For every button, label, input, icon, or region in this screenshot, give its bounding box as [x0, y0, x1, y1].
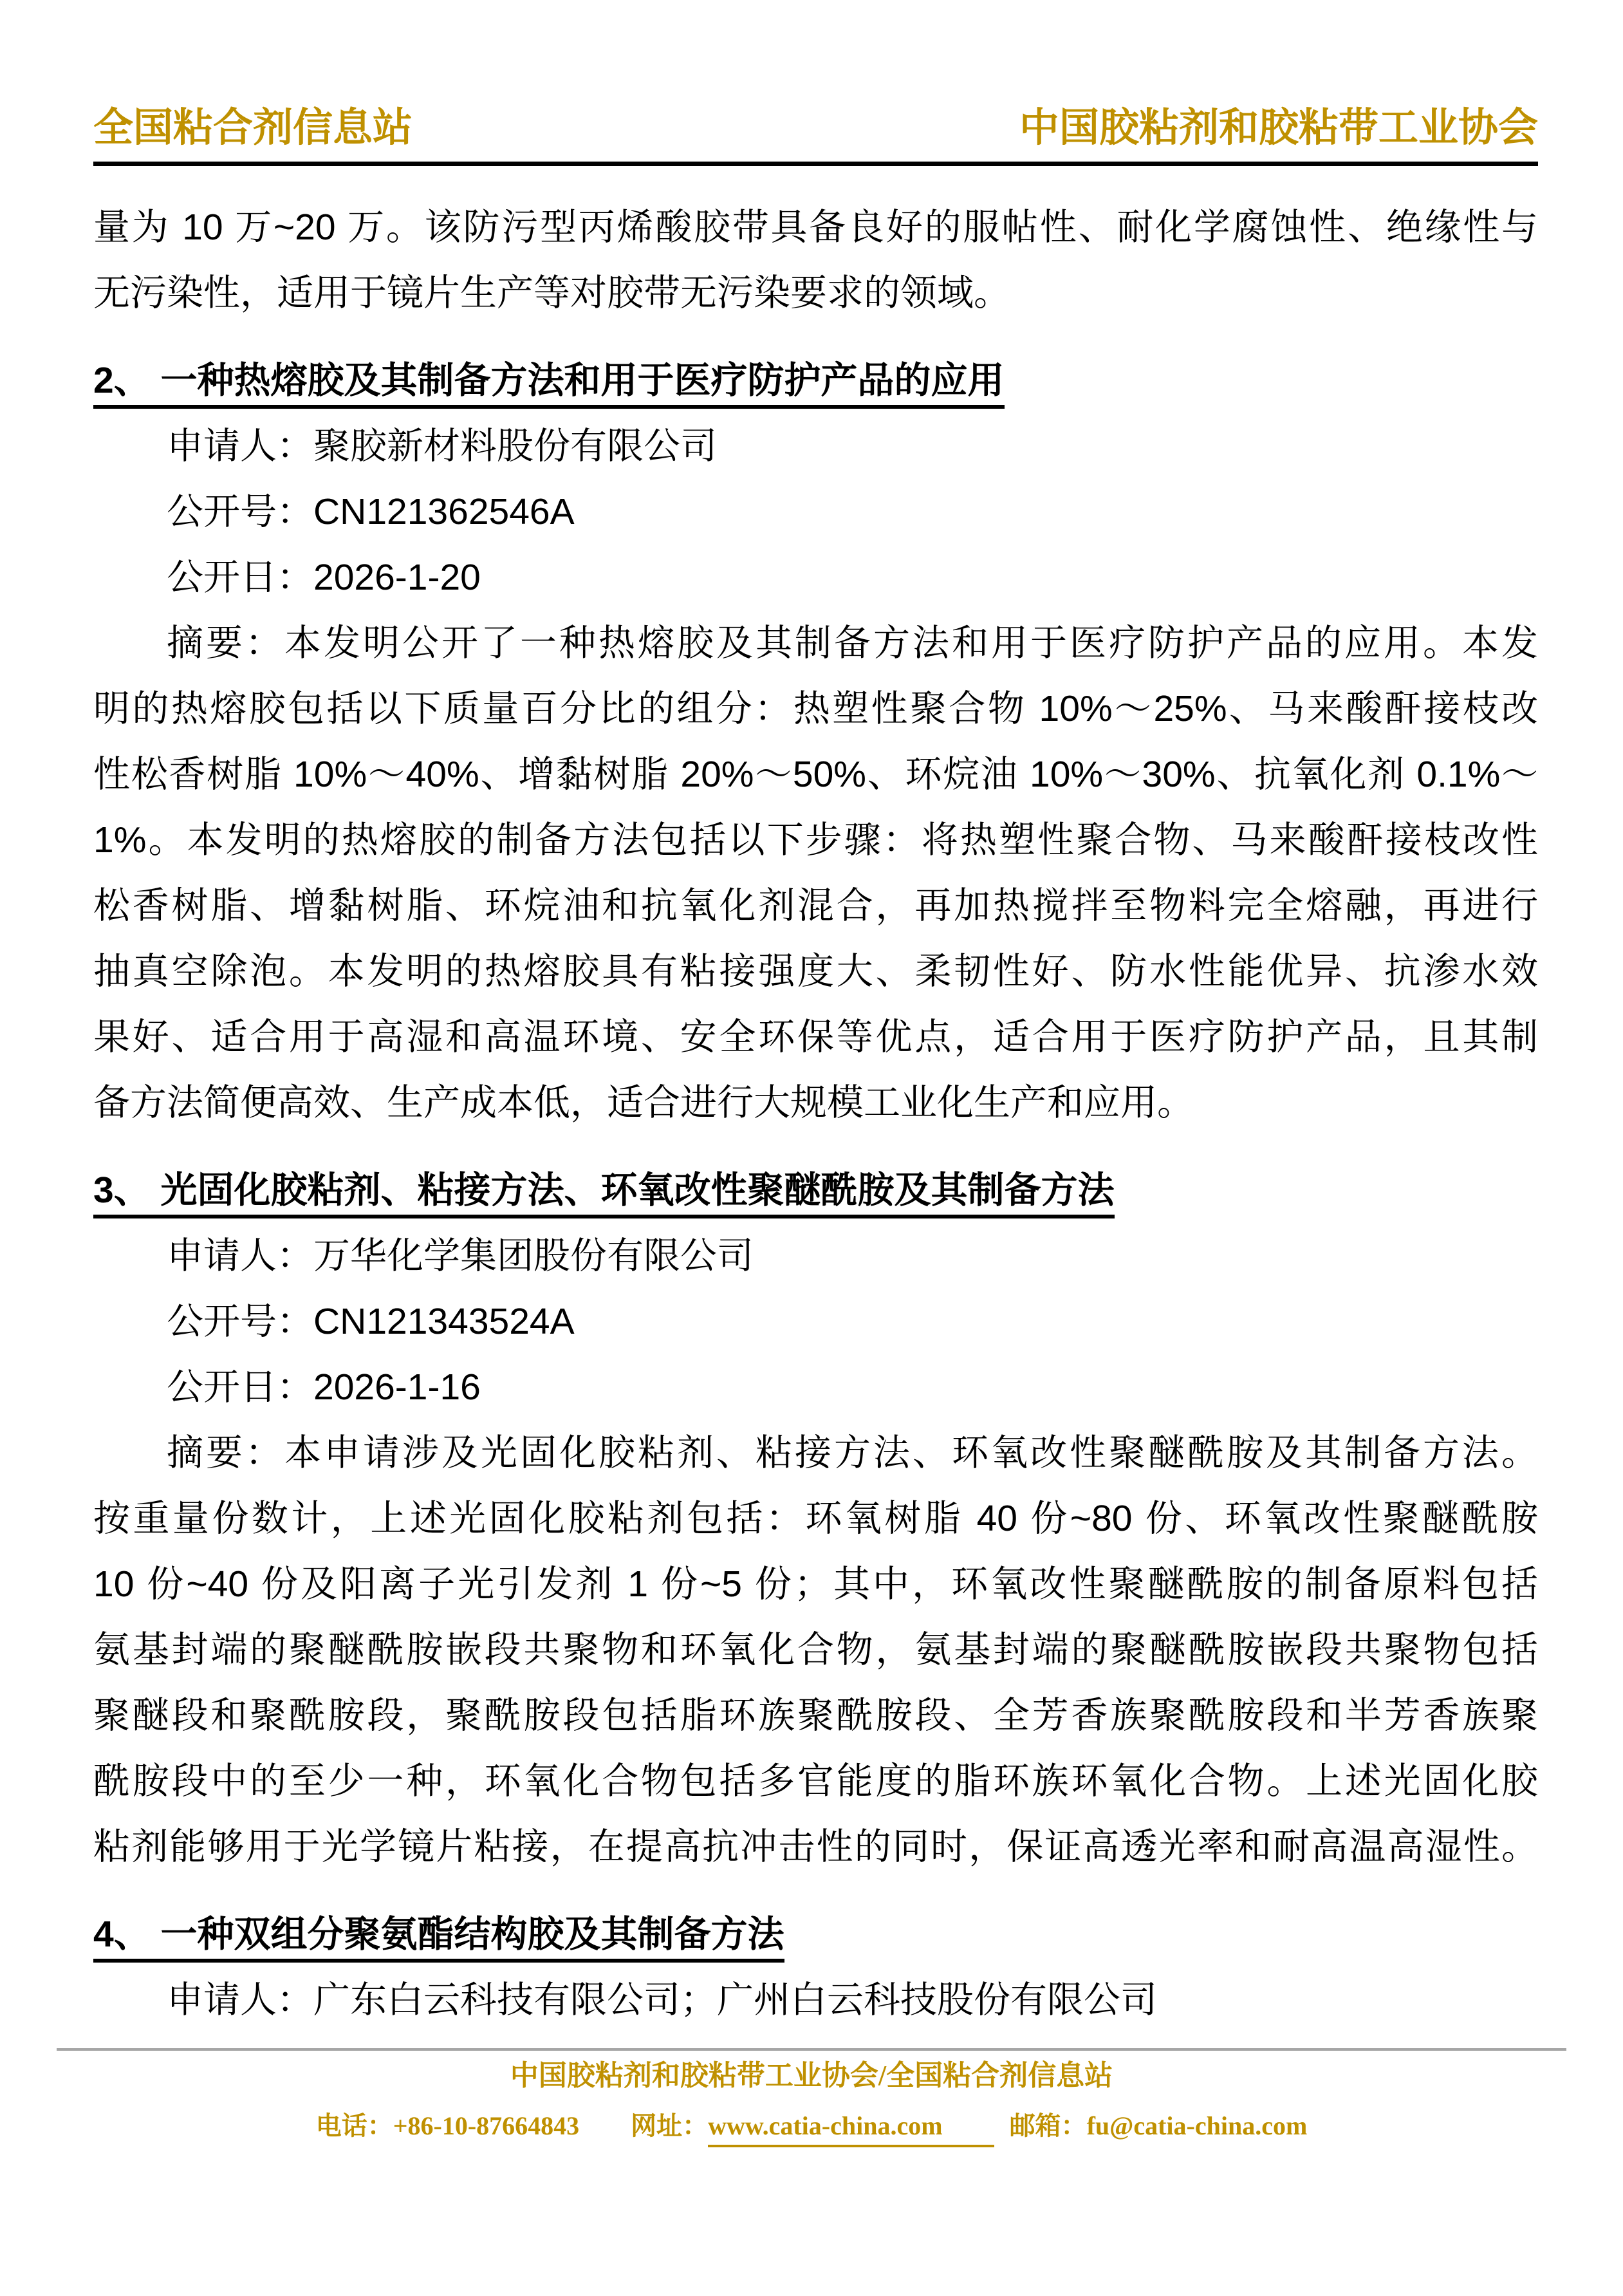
- intro-paragraph-line: 量为 10 万~20 万。该防污型丙烯酸胶带具备良好的服帖性、耐化学腐蚀性、绝缘性与: [93, 207, 1538, 248]
- patent-2-abstract-line: 抽真空除泡。本发明的热熔胶具有粘接强度大、柔韧性好、防水性能优异、抗渗水效: [93, 951, 1538, 992]
- header-right-title: 中国胶粘剂和胶粘带工业协会: [1019, 106, 1538, 150]
- patent-2-abstract-line: 明的热熔胶包括以下质量百分比的组分：热塑性聚合物 10%～25%、马来酸酐接枝改: [93, 688, 1538, 729]
- patent-3-abstract-line: 10 份~40 份及阳离子光引发剂 1 份~5 份；其中，环氧改性聚醚酰胺的制备原料包括: [93, 1563, 1538, 1605]
- footer-divider-rule: [57, 2048, 1566, 2051]
- patent-2-applicant: 申请人：聚胶新材料股份有限公司: [167, 425, 717, 467]
- footer-email-group: [1010, 2110, 1308, 2142]
- footer-phone-value: +86-10-87664843: [393, 2111, 580, 2140]
- patent-2-publication-date: 公开日：2026-1-20: [167, 557, 481, 598]
- patent-4-heading-text: 4、 一种双组分聚氨酯结构胶及其制备方法: [93, 1914, 784, 1963]
- patent-3-abstract-line: 按重量份数计，上述光固化胶粘剂包括：环氧树脂 40 份~80 份、环氧改性聚醚酰胺: [93, 1498, 1538, 1539]
- patent-2-abstract-line: 1%。本发明的热熔胶的制备方法包括以下步骤：将热塑性聚合物、马来酸酐接枝改性: [93, 819, 1538, 861]
- patent-4-heading: [93, 1901, 1538, 1967]
- patent-4-applicant: 申请人：广东白云科技有限公司；广州白云科技股份有限公司: [167, 1979, 1157, 2021]
- footer-phone-group: [316, 2110, 579, 2142]
- patent-2-abstract-line: 松香树脂、增黏树脂、环烷油和抗氧化剂混合，再加热搅拌至物料完全熔融，再进行: [93, 885, 1538, 926]
- patent-3-abstract-line: 氨基封端的聚醚酰胺嵌段共聚物和环氧化合物，氨基封端的聚醚酰胺嵌段共聚物包括: [93, 1629, 1538, 1670]
- footer-organization: 中国胶粘剂和胶粘带工业协会/全国粘合剂信息站: [510, 2060, 1113, 2091]
- patent-2-abstract-line: 性松香树脂 10%～40%、增黏树脂 20%～50%、环烷油 10%～30%、抗氧化剂 0.1%～: [93, 754, 1538, 795]
- patent-2-abstract-line: 果好、适合用于高湿和高温环境、安全环保等优点，适合用于医疗防护产品，且其制: [93, 1016, 1538, 1058]
- patent-2-publication-number: 公开号：CN121362546A: [167, 491, 575, 532]
- footer-website-link[interactable]: www.catia-china.com: [708, 2110, 994, 2147]
- footer-email-label: 邮箱：: [1009, 2111, 1087, 2140]
- patent-3-heading-text: 3、 光固化胶粘剂、粘接方法、环氧改性聚醚酰胺及其制备方法: [93, 1170, 1115, 1218]
- patent-3-publication-date: 公开日：2026-1-16: [167, 1367, 481, 1408]
- patent-3-applicant: 申请人：万华化学集团股份有限公司: [167, 1235, 754, 1276]
- patent-3-abstract-line: 摘要：本申请涉及光固化胶粘剂、粘接方法、环氧改性聚醚酰胺及其制备方法。: [167, 1432, 1538, 1473]
- footer-web-group: [631, 2110, 994, 2147]
- patent-3-abstract-line: 聚醚段和聚酰胺段，聚酰胺段包括脂环族聚酰胺段、全芳香族聚酰胺段和半芳香族聚: [93, 1695, 1538, 1736]
- page-header: [93, 0, 1538, 151]
- footer-web-label: 网址：: [631, 2111, 709, 2140]
- patent-2-abstract-line: 备方法简便高效、生产成本低，适合进行大规模工业化生产和应用。: [93, 1082, 1194, 1123]
- intro-paragraph-line: 无污染性，适用于镜片生产等对胶带无污染要求的领域。: [93, 272, 1010, 313]
- document-body: [93, 194, 1538, 2033]
- header-divider-rule: [93, 162, 1538, 166]
- footer-email-value: fu@catia-china.com: [1086, 2111, 1308, 2140]
- patent-3-publication-number: 公开号：CN121343524A: [167, 1301, 575, 1342]
- header-left-title: 全国粘合剂信息站: [93, 106, 413, 150]
- footer-phone-label: 电话：: [315, 2111, 393, 2140]
- footer-contact-line: [0, 2110, 1623, 2147]
- patent-3-abstract-line: 酰胺段中的至少一种，环氧化合物包括多官能度的脂环族环氧化合物。上述光固化胶: [93, 1760, 1538, 1802]
- patent-2-heading: [93, 348, 1538, 413]
- patent-3-abstract-line: 粘剂能够用于光学镜片粘接，在提高抗冲击性的同时，保证高透光率和耐高温高湿性。: [93, 1826, 1538, 1867]
- patent-2-heading-text: 2、 一种热熔胶及其制备方法和用于医疗防护产品的应用: [93, 360, 1005, 409]
- patent-2-abstract-line: 摘要：本发明公开了一种热熔胶及其制备方法和用于医疗防护产品的应用。本发: [167, 622, 1538, 664]
- patent-3-heading: [93, 1157, 1538, 1223]
